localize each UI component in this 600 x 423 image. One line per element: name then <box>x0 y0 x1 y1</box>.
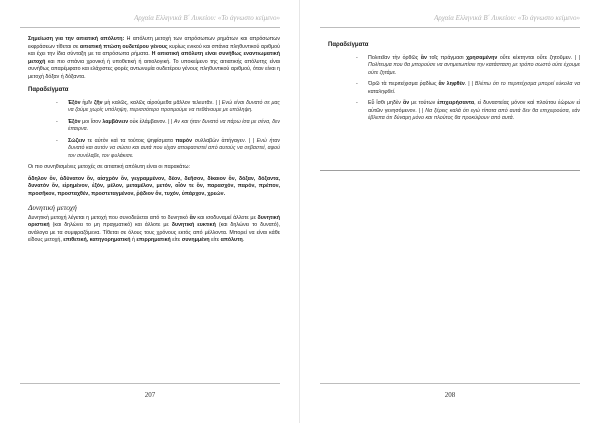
example-bold: παρὸν <box>175 137 193 144</box>
example-bold: Σώζειν <box>68 137 86 144</box>
header-rule <box>20 27 280 28</box>
dyn-bold: δυνητική οριστική <box>28 214 280 228</box>
example-item <box>328 55 580 78</box>
footer-rule <box>320 383 580 384</box>
example-bold: Ἐξὸν <box>68 118 81 125</box>
dynamic-participle-paragraph <box>28 215 280 245</box>
example-separator: | | <box>246 137 257 144</box>
page-number: 207 <box>144 391 156 399</box>
note-text-3: και πιο σπάνια χρονική ή υποθετική ή αιτιολογική. Το υποκείμενο της αιτιατικής απόλυτης είναι συνήθως απαρέμφατο και ελάχιστες φορές αντωνυμία ουδετέρου γένους πληθυντικού αριθμού, όταν είναι η μετοχή δόξαν ή δόξαντα. <box>28 58 280 80</box>
running-head: Αρχαία Ελληνικά Β΄ Λυκείου: «Το άγνωστο κείμενο» <box>434 14 580 22</box>
dyn-text: Δυνητική μετοχή λέγεται η μετοχή που συνοδεύεται από το δυνητικό <box>28 214 190 221</box>
example-greek: τε αὐτὸν καὶ τα τούτοις ψηφίσματα <box>85 137 176 144</box>
example-separator: | | <box>466 81 475 87</box>
example-dash: - <box>356 81 358 87</box>
example-greek: τοῖς πράγμασι <box>426 54 467 61</box>
example-translation: Βλέπω ότι το περιτείχισμα μπορεί εύκολα να καταληφθεί. <box>368 81 580 95</box>
participles-list: ἄδηλον ὄν, ἀδύνατον ὄν, αἰσχρὸν ὄν, γεγραμμένον, δέον, δεῆσον, δίκαιον ὄν, δόξαν, δόξαντα, δυνατὸν ὄν, εἰρημένον, ἐξόν, μέλον, μεταμέλον, μετόν, οἷόν τε ὄν, παρασχόν, παρόν, πρέπον, προσῆκον, προσταχθέν, προστεταγμένον, ῥᾴδιον ὄν, τυχόν, ὑπάρχον, χρεών. <box>28 175 280 197</box>
example-bold: χρησαμένην <box>466 54 498 61</box>
dyn-text: ή <box>130 237 137 243</box>
example-greek: ἡμῖν <box>80 99 94 106</box>
example-greek: Ὁρῶ τὰ περιτείχισμα ῥᾳδίως <box>368 81 439 87</box>
examples-heading: Παραδείγματα <box>328 42 369 48</box>
example-dash: - <box>56 137 58 144</box>
example-greek: οὐκ ἐλάμβανον. <box>128 118 167 125</box>
example-translation: Αν και ήταν δυνατό να πάρω ίσα με σένα, δεν έπαιρνα. <box>68 118 281 132</box>
note-paragraph <box>28 36 280 81</box>
dyn-text: (και δηλώνει το μη πραγματικό) και άλλοτε με <box>49 222 172 228</box>
example-greek: μὴ καλῶς, καλῶς αἱρούμεθα μᾶλλον τελευτᾶν. <box>102 99 214 106</box>
example-item <box>328 100 580 123</box>
example-bold: ζῆν <box>93 99 103 106</box>
dyn-text: . <box>242 237 245 243</box>
example-item <box>28 100 280 115</box>
note-text-2: κυρίως ενικού και σπάνια πληθυντικού αριθμού και έχει την ίδια σύνταξη με τα απρόσωπα ρήματα. <box>28 43 280 57</box>
example-greek: οὔτε κέκτηνται οὔτε ζητοῦμεν. <box>497 54 573 61</box>
running-head: Αρχαία Ελληνικά Β΄ Λυκείου: «Το άγνωστο κείμενο» <box>134 14 280 22</box>
page-number: 208 <box>444 391 456 399</box>
example-greek: . <box>464 81 467 87</box>
dyn-bold: ἄν <box>189 214 196 221</box>
example-separator: | | <box>572 54 580 61</box>
example-greek: , εἰ δυναστείας μόνον καὶ πλούτου ἑώρων εἰ αὐτῶν γενησόμενον. <box>368 100 581 114</box>
dyn-bold: δυνητική ευκτική <box>171 222 216 228</box>
example-bold: ἂν ληφθέν <box>438 81 465 87</box>
example-bold: λαμβάνειν <box>102 118 129 125</box>
section-end-rule <box>320 170 580 171</box>
section-title: Δυνητική μετοχή <box>28 203 77 212</box>
example-separator: | | <box>213 99 222 106</box>
example-greek: με τούτων <box>409 100 438 106</box>
dyn-bold: επιθετική, κατηγορηματική <box>63 237 131 243</box>
left-page-content <box>28 36 280 247</box>
right-page-content <box>328 42 580 127</box>
example-translation: Ενώ ήταν δυνατό και αυτόν να σώσει και αυτά που είχαν αποφασιστεί από αυτούς να σεβαστεί, αφού τον συνέλαβε, τον φυλάκισε. <box>68 137 280 159</box>
example-dash: - <box>56 99 58 106</box>
example-greek: μοι ἴσον <box>80 118 103 125</box>
example-greek: συλλαβὼν ἀπήγαγεν. <box>192 137 247 144</box>
dyn-text: (και δηλώνει το δυνατό), ανάλογα με τα συμφραζόμενα. Τίθεται σε όλους τους χρόνους εκτός από μέλλοντα. Μπορεί να είναι κάθε είδους μετοχή, <box>28 222 280 243</box>
example-greek: Πολιτεῖαν τὴν ὀρθῶς <box>368 54 421 61</box>
dyn-bold: απόλυτη <box>220 237 243 243</box>
note-text-1: Η απόλυτη μετοχή των απρόσωπων ρημάτων και απρόσωπων εκφράσεων τίθεται σε <box>28 36 280 50</box>
dyn-bold: συνημμένη <box>181 237 210 243</box>
example-translation: Πολίτευμα που θα μπορούσε να αντιμετωπίσει την κατάσταση με τρόπο σωστό ούτε έχουμε ούτε ζητάμε. <box>368 62 580 76</box>
page-right <box>300 0 600 423</box>
note-label: Σημείωση για την αιτιατική απόλυτη: <box>28 36 125 42</box>
example-translation: Να ξέρεις καλά ότι εγώ τίποτα από αυτά δεν θα επιχειρούσα, εάν έβλεπα ότι δύναμη μόνο και πλούτος θα προκύψουν από αυτά. <box>368 107 581 121</box>
example-item <box>28 138 280 161</box>
dyn-text: και ισοδυναμεί άλλοτε με <box>195 214 258 221</box>
examples-list <box>328 55 580 123</box>
example-greek: Εὖ ἴσθι μηδὲν <box>368 100 403 106</box>
example-bold: ἂν <box>402 100 410 106</box>
example-dash: - <box>356 100 358 106</box>
list-intro: Οι πιο συνηθισμένες μετοχές σε αιτιατική απόλυτη είναι οι παρακάτω: <box>28 164 190 170</box>
example-dash: - <box>356 54 358 61</box>
dyn-text: είτε <box>209 237 221 243</box>
example-translation: Ενώ είναι δυνατό σε μας να ζούμε χωρίς υπόληψη, περισσότερο προτιμούμε να πεθάνουμε με υπόληψη. <box>68 99 280 113</box>
dyn-text: είτε <box>170 237 182 243</box>
footer-rule <box>20 383 280 384</box>
header-rule <box>320 27 580 28</box>
example-bold: ἐπιχειρήσαντα <box>437 100 475 106</box>
examples-list <box>28 100 280 161</box>
example-separator: | | <box>416 107 426 114</box>
example-separator: | | <box>166 118 174 125</box>
example-item <box>28 119 280 134</box>
note-bold-1: αιτιατική πτώση ουδετέρου γένους <box>79 43 168 50</box>
dyn-bold: επιρρηματική <box>136 237 171 243</box>
note-bold-2: Η αιτιατική απόλυτη είναι συνήθως εναντιωματική μετοχή <box>28 51 280 65</box>
example-item <box>328 81 580 96</box>
example-bold: ἂν <box>420 54 427 61</box>
example-bold: Ἐξὸν <box>68 99 81 106</box>
examples-heading: Παραδείγματα <box>28 87 69 93</box>
example-dash: - <box>56 118 58 125</box>
